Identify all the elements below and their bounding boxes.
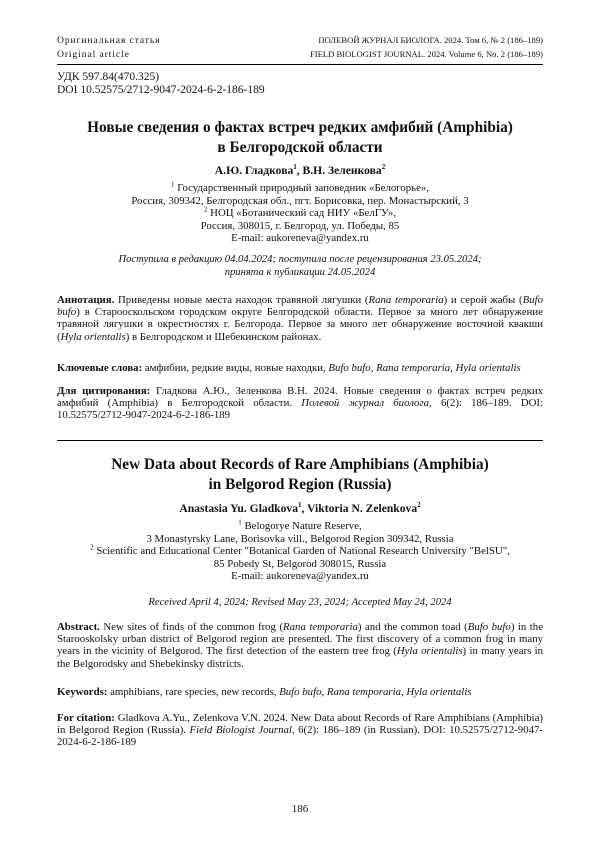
aff-1-en-line1: Belogorye Nature Reserve, — [241, 520, 362, 532]
email-ru: E-mail: aukoreneva@yandex.ru — [231, 232, 369, 244]
keyword-species: Hyla orientalis — [455, 362, 521, 374]
abstract-label-en: Abstract. — [57, 621, 100, 633]
keywords-label-en: Keywords: — [57, 686, 108, 698]
citation-ru — [57, 385, 543, 422]
running-header — [57, 34, 543, 65]
abstract-text: Приведены новые места находок травяной лягушки ( — [114, 294, 369, 306]
abstract-text: ) and the common toad ( — [357, 621, 468, 633]
keyword-comma: , — [450, 362, 456, 374]
article-meta — [57, 71, 265, 97]
abstract-text: ) и серой жабы ( — [443, 294, 523, 306]
keywords-ru — [57, 362, 543, 374]
journal-info-en: FIELD BIOLOGIST JOURNAL. 2024. Volume 6, No. 2 (186–189) — [310, 48, 543, 59]
email-en: E-mail: aukoreneva@yandex.ru — [231, 570, 369, 582]
aff-2-sup: 2 — [203, 205, 208, 214]
aff-2-ru-line1: НОЦ «Ботанический сад НИУ «БелГУ», — [207, 207, 397, 219]
author-1-ru: А.Ю. Гладкова — [214, 164, 294, 177]
authors-ru — [57, 165, 543, 178]
keywords-text: амфибии, редкие виды, новые находки, — [142, 362, 329, 374]
author-separator: , — [301, 502, 308, 515]
species-name: Rana temporaria — [283, 621, 358, 633]
title-ru — [57, 118, 543, 158]
aff-2-en-line2: 85 Pobedy St, Belgorod 308015, Russia — [213, 557, 387, 570]
author-2-ru: В.Н. Зеленкова — [302, 164, 382, 177]
citation-label-ru: Для цитирования: — [57, 385, 151, 397]
affiliations-en — [57, 520, 543, 583]
title-en-line2: in Belgorod Region (Russia) — [208, 476, 392, 493]
aff-1-ru-line2: Россия, 309342, Белгородская обл., пгт. Борисовка, пер. Монастырский, 3 — [131, 194, 469, 207]
article-type — [57, 34, 160, 61]
keyword-species: Hyla orientalis — [406, 686, 472, 698]
dates-en: Received April 4, 2024; Revised May 23, 2024; Accepted May 24, 2024 — [148, 597, 452, 608]
aff-1-en-line2: 3 Monastyrsky Lane, Borisovka vill., Belgorod Region 309342, Russia — [146, 532, 454, 545]
abstract-text: ) in the Starooskolsky urban district of Belgorod region are presented. The first discovery of a common frog in many years in the vicinity of Belgorod. The first detection of the eastern tree frog ( — [57, 621, 543, 658]
aff-1-ru-line1: Государственный природный заповедник «Белогорье», — [174, 182, 429, 194]
species-name: Rana temporaria — [368, 294, 444, 306]
journal-info — [310, 34, 543, 61]
aff-1-sup: 1 — [238, 518, 242, 527]
article-type-ru: Оригинальная статья — [57, 35, 161, 46]
abstract-text: ) в Белгородском и Шебекинском районах. — [125, 330, 322, 343]
citation-text: , 6(2): 186–189. DOI: 10.52575/2712-9047-2024-6-2-186-189 — [57, 397, 544, 422]
keywords-text: amphibians, rare species, new records, — [107, 686, 280, 698]
article-type-en: Original article — [57, 48, 130, 60]
title-en — [57, 455, 543, 495]
author-2-sup: 2 — [381, 163, 386, 172]
species-name: Bufo bufo — [467, 621, 511, 633]
citation-en — [57, 712, 543, 749]
aff-2-ru-line2: Россия, 308015, г. Белгород, ул. Победы, 85 — [200, 219, 400, 232]
keywords-en — [57, 686, 543, 698]
author-1-sup: 1 — [293, 163, 297, 172]
species-name: Bufo bufo — [57, 294, 543, 319]
abstract-ru — [57, 294, 543, 343]
species-name: Hyla orientalis — [396, 645, 463, 658]
keyword-species: Bufo bufo — [328, 362, 371, 374]
abstract-text: ) в Старооскольском городском округе Белгородской области. Первое за много лет обнаружение травяной лягушки в окрестностях г. Белгорода. Первое за много лет обнаружение восточной квакши ( — [57, 306, 543, 343]
journal-info-ru: ПОЛЕВОЙ ЖУРНАЛ БИОЛОГА. 2024. Том 6, № 2 (186–189) — [318, 35, 543, 45]
keyword-species: Rana temporaria — [376, 362, 451, 374]
citation-label-en: For citation: — [57, 712, 115, 724]
aff-2-sup: 2 — [90, 543, 94, 552]
author-1-sup: 1 — [298, 501, 302, 510]
doi: DOI 10.52575/2712-9047-2024-6-2-186-189 — [57, 84, 265, 96]
citation-text: Gladkova A.Yu., Zelenkova V.N. 2024. New Data about Records of Rare Amphibians (Amphibia) in Belgorod Region (Russia). — [57, 712, 543, 737]
author-1-en: Anastasia Yu. Gladkova — [179, 502, 299, 515]
authors-en — [57, 503, 543, 516]
title-en-line1: New Data about Records of Rare Amphibians (Amphibia) — [111, 456, 489, 473]
affiliations-ru — [57, 182, 543, 245]
abstract-text: ) in many years in the Belgorodsky and Shebekinsky districts. — [57, 645, 543, 670]
citation-text: Гладкова А.Ю., Зеленкова В.Н. 2024. Новые сведения о фактах встреч редких амфибий (Amphibia) в Белгородской области. — [57, 385, 543, 410]
page-number: 186 — [291, 803, 309, 815]
aff-2-en-line1: Scientific and Educational Center "Botanical Garden of National Research University "BelSU", — [93, 545, 510, 557]
journal-name: Полевой журнал биолога — [301, 397, 430, 410]
title-ru-line1: Новые сведения о фактах встреч редких амфибий (Amphibia) — [87, 119, 513, 136]
author-2-en: Viktoria N. Zelenkova — [307, 502, 418, 515]
keyword-comma: , — [400, 686, 407, 698]
aff-1-sup: 1 — [171, 180, 175, 189]
keyword-species: Bufo bufo — [279, 686, 322, 698]
dates-ru-line1: Поступила в редакцию 04.04.2024; поступила после рецензирования 23.05.2024; — [118, 254, 482, 265]
keyword-species: Rana temporaria — [326, 686, 401, 698]
dates-ru — [57, 254, 543, 279]
citation-text: , 6(2): 186–189 (in Russian). DOI: 10.52575/2712-9047-2024-6-2-186-189 — [57, 724, 543, 749]
journal-name: Field Biologist Journal — [189, 724, 292, 737]
keywords-label-ru: Ключевые слова: — [57, 362, 143, 374]
abstract-label-ru: Аннотация. — [57, 294, 115, 306]
dates-ru-line2: принята к публикации 24.05.2024 — [224, 266, 376, 278]
author-2-sup: 2 — [417, 501, 421, 510]
udk-code: УДК 597.84(470.325) — [57, 71, 160, 83]
abstract-text: New sites of finds of the common frog ( — [99, 621, 284, 633]
section-divider — [57, 440, 543, 441]
title-ru-line2: в Белгородской области — [217, 139, 383, 156]
species-name: Hyla orientalis — [60, 330, 126, 343]
abstract-en — [57, 621, 543, 670]
keyword-comma: , — [321, 686, 327, 698]
keyword-comma: , — [370, 362, 377, 374]
author-separator: , — [296, 164, 303, 177]
